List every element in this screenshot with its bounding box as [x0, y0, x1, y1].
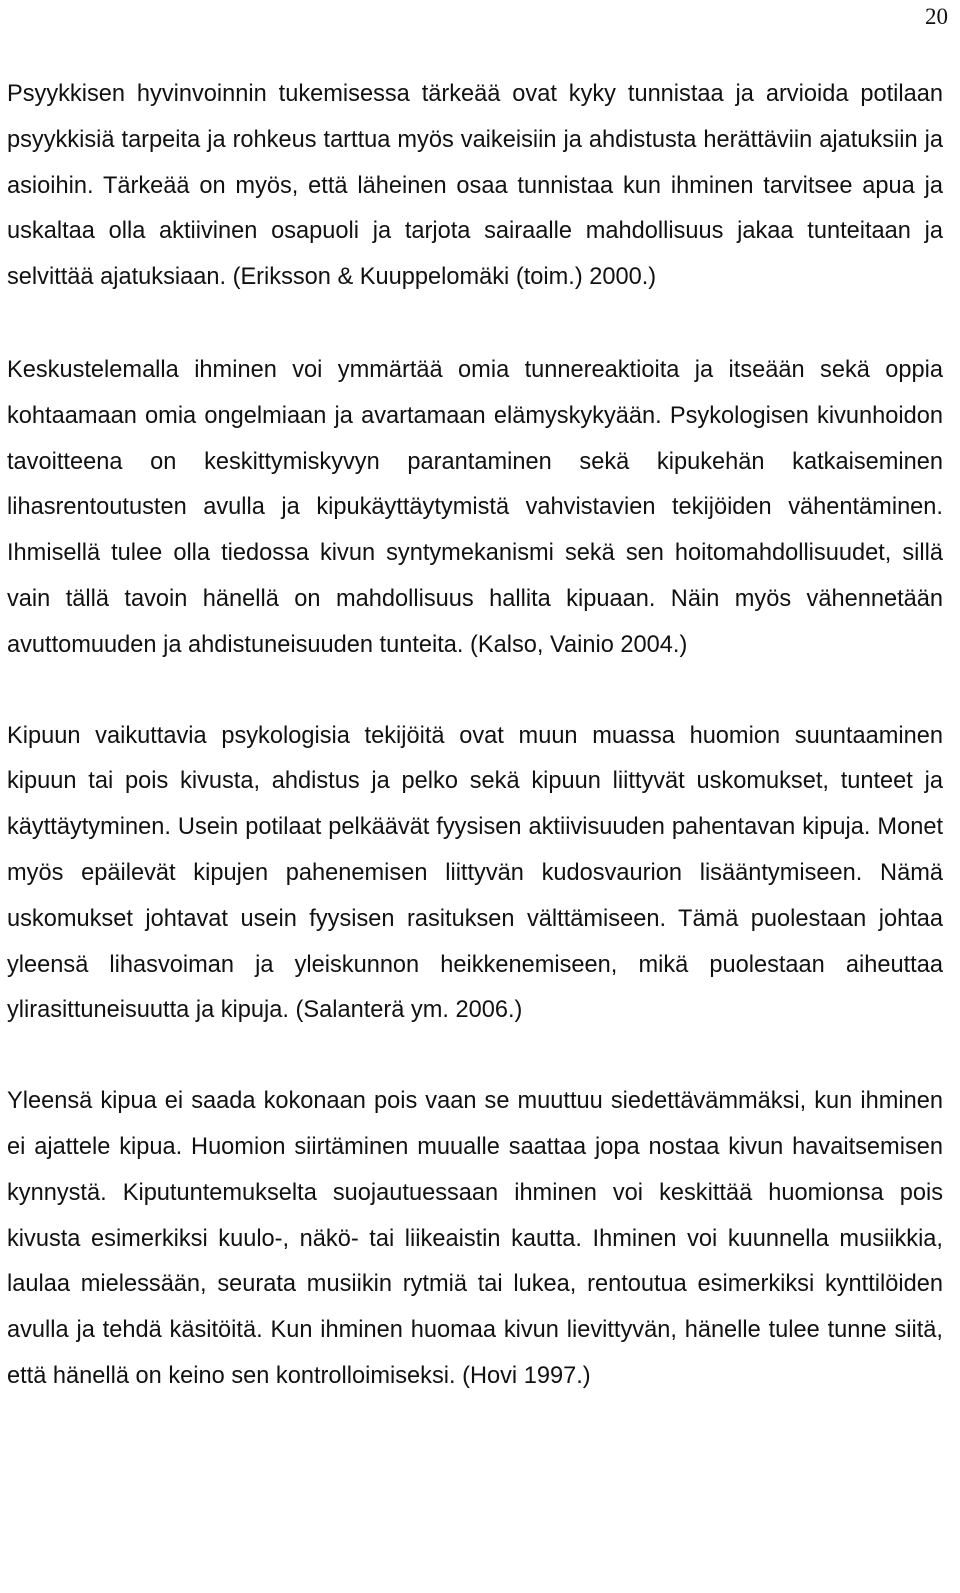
- paragraph-3: Kipuun vaikuttavia psykologisia tekijöitä ovat muun muassa huomion suuntaaminen kipuun tai pois kivusta, ahdistus ja pelko sekä kipuun liittyvät uskomukset, tunteet ja käyttäytyminen. Usein potilaat pelkäävät fyysisen aktiivisuuden pahentavan kipuja. Monet myös epäilevät kipujen pahenemisen liittyvän kudosvaurion lisääntymiseen. Nämä uskomukset johtavat usein fyysisen rasituksen välttämiseen. Tämä puolestaan johtaa yleensä lihasvoiman ja yleiskunnon heikkenemiseen, mikä puolestaan aiheuttaa ylirasittuneisuutta ja kipuja. (Salanterä ym. 2006.): [7, 722, 943, 1024]
- document-body: [7, 72, 943, 1400]
- paragraph-4: Yleensä kipua ei saada kokonaan pois vaan se muuttuu siedettävämmäksi, kun ihminen ei ajattele kipua. Huomion siirtäminen muualle saattaa jopa nostaa kivun havaitsemisen kynnystä. Kiputuntemukselta suojautuessaan ihminen voi keskittää huomionsa pois kivusta esimerkiksi kuulo-, näkö- tai liikeaistin kautta. Ihminen voi kuunnella musiikkia, laulaa mielessään, seurata musiikin rytmiä tai lukea, rentoutua esimerkiksi kynttilöiden avulla ja tehdä käsitöitä. Kun ihminen huomaa kivun lievittyvän, hänelle tulee tunne siitä, että hänellä on keino sen kontrolloimiseksi. (Hovi 1997.): [7, 1088, 943, 1389]
- paragraph-1: Psyykkisen hyvinvoinnin tukemisessa tärkeää ovat kyky tunnistaa ja arvioida potilaan psyykkisiä tarpeita ja rohkeus tarttua myös vaikeisiin ja ahdistusta herättäviin ajatuksiin ja asioihin. Tärkeää on myös, että läheinen osaa tunnistaa kun ihminen tarvitsee apua ja uskaltaa olla aktiivinen osapuoli ja tarjota sairaalle mahdollisuus jakaa tunteitaan ja selvittää ajatuksiaan. (Eriksson & Kuuppelomäki (toim.) 2000.): [7, 81, 943, 291]
- page-number: 20: [925, 4, 948, 29]
- paragraph-2: Keskustelemalla ihminen voi ymmärtää omia tunnereaktioita ja itseään sekä oppia kohtaamaan omia ongelmiaan ja avartamaan elämyskykyään. Psykologisen kivunhoidon tavoitteena on keskittymiskyvyn parantaminen sekä kipukehän katkaiseminen lihasrentoutusten avulla ja kipukäyttäytymistä vahvistavien tekijöiden vähentäminen. Ihmisellä tulee olla tiedossa kivun syntymekanismi sekä sen hoitomahdollisuudet, sillä vain tällä tavoin hänellä on mahdollisuus hallita kipuaan. Näin myös vähennetään avuttomuuden ja ahdistuneisuuden tunteita. (Kalso, Vainio 2004.): [7, 356, 943, 658]
